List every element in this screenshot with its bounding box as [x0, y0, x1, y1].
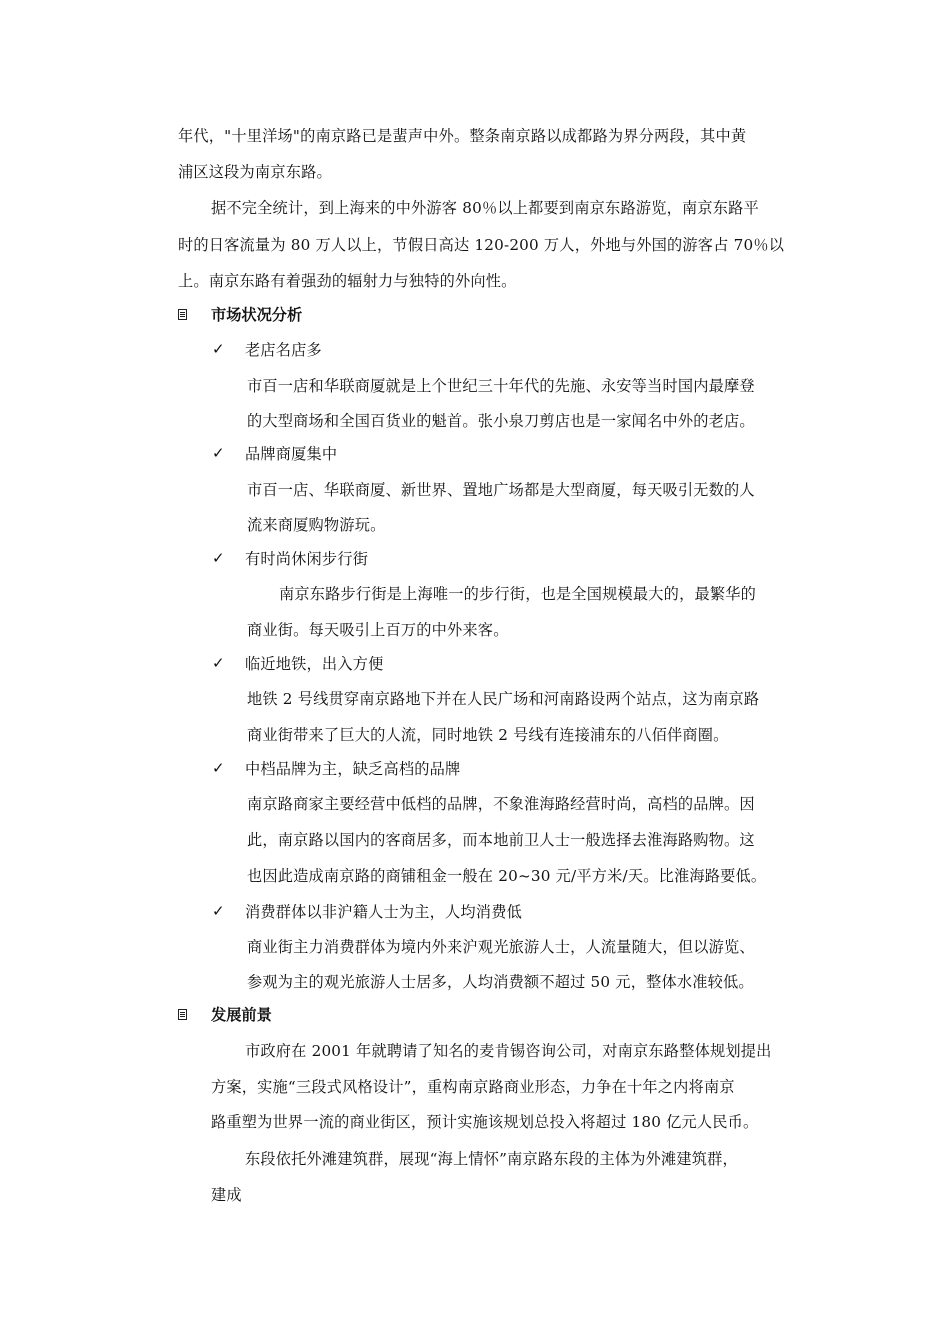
document-bullet-icon — [178, 309, 187, 320]
market-item-4-line1: 地铁 2 号线贯穿南京路地下并在人民广场和河南路设两个站点，这为南京路 — [247, 690, 760, 708]
market-item-5-line2: 此，南京路以国内的客商居多，而本地前卫人士一般选择去淮海路购物。这 — [247, 831, 755, 849]
intro-p2-line2: 时的日客流量为 80 万人以上，节假日高达 120-200 万人，外地与外国的游客占 70％以 — [178, 236, 785, 254]
intro-p2-line1: 据不完全统计，到上海来的中外游客 80％以上都要到南京东路游览，南京东路平 — [211, 199, 759, 217]
checkmark-icon: ✓ — [212, 902, 225, 920]
checkmark-icon: ✓ — [212, 654, 225, 672]
market-item-1-line2: 的大型商场和全国百货业的魁首。张小泉刀剪店也是一家闻名中外的老店。 — [247, 412, 755, 430]
market-item-4-title: 临近地铁，出入方便 — [245, 655, 384, 673]
document-bullet-icon — [178, 1009, 187, 1020]
market-item-5-line3: 也因此造成南京路的商铺租金一般在 20~30 元/平方米/天。比淮海路要低。 — [247, 867, 767, 885]
market-item-6-title: 消费群体以非沪籍人士为主，人均消费低 — [245, 903, 522, 921]
market-item-4-line2: 商业街带来了巨大的人流，同时地铁 2 号线有连接浦东的八佰伴商圈。 — [247, 726, 729, 744]
checkmark-icon: ✓ — [212, 444, 225, 462]
checkmark-icon: ✓ — [212, 340, 225, 358]
intro-p1-line2: 浦区这段为南京东路。 — [178, 163, 332, 181]
market-item-3-line2: 商业街。每天吸引上百万的中外来客。 — [247, 621, 509, 639]
prospect-p2-line1: 东段依托外滩建筑群，展现“海上情怀”南京路东段的主体为外滩建筑群， — [245, 1150, 738, 1168]
market-item-6-line2: 参观为主的观光旅游人士居多，人均消费额不超过 50 元，整体水准较低。 — [247, 973, 754, 991]
market-item-5-title: 中档品牌为主，缺乏高档的品牌 — [245, 760, 461, 778]
market-item-2-title: 品牌商厦集中 — [245, 445, 338, 463]
market-item-1-title: 老店名店多 — [245, 341, 322, 359]
market-item-6-line1: 商业街主力消费群体为境内外来沪观光旅游人士，人流量随大，但以游览、 — [247, 938, 755, 956]
checkmark-icon: ✓ — [212, 759, 225, 777]
prospect-heading: 发展前景 — [211, 1006, 272, 1024]
prospect-p1-line3: 路重塑为世界一流的商业街区，预计实施该规划总投入将超过 180 亿元人民币。 — [211, 1113, 759, 1131]
market-item-1-line1: 市百一店和华联商厦就是上个世纪三十年代的先施、永安等当时国内最摩登 — [247, 377, 755, 395]
intro-p1-line1: 年代，"十里洋场"的南京路已是蜚声中外。整条南京路以成都路为界分两段，其中黄 — [178, 127, 747, 145]
market-item-5-line1: 南京路商家主要经营中低档的品牌，不象淮海路经营时尚，高档的品牌。因 — [247, 795, 755, 813]
market-item-2-line2: 流来商厦购物游玩。 — [247, 516, 386, 534]
prospect-p1-line1: 市政府在 2001 年就聘请了知名的麦肯锡咨询公司，对南京东路整体规划提出 — [245, 1042, 772, 1060]
market-heading: 市场状况分析 — [211, 306, 303, 324]
prospect-p1-line2: 方案，实施“三段式风格设计”，重构南京路商业形态，力争在十年之内将南京 — [211, 1078, 735, 1096]
prospect-p2-line2: 建成 — [211, 1186, 242, 1204]
checkmark-icon: ✓ — [212, 549, 225, 567]
market-item-2-line1: 市百一店、华联商厦、新世界、置地广场都是大型商厦，每天吸引无数的人 — [247, 481, 755, 499]
intro-p2-line3: 上。南京东路有着强劲的辐射力与独特的外向性。 — [178, 272, 517, 290]
market-item-3-line1: 南京东路步行街是上海唯一的步行街，也是全国规模最大的，最繁华的 — [279, 585, 757, 603]
market-item-3-title: 有时尚休闲步行街 — [245, 550, 369, 568]
